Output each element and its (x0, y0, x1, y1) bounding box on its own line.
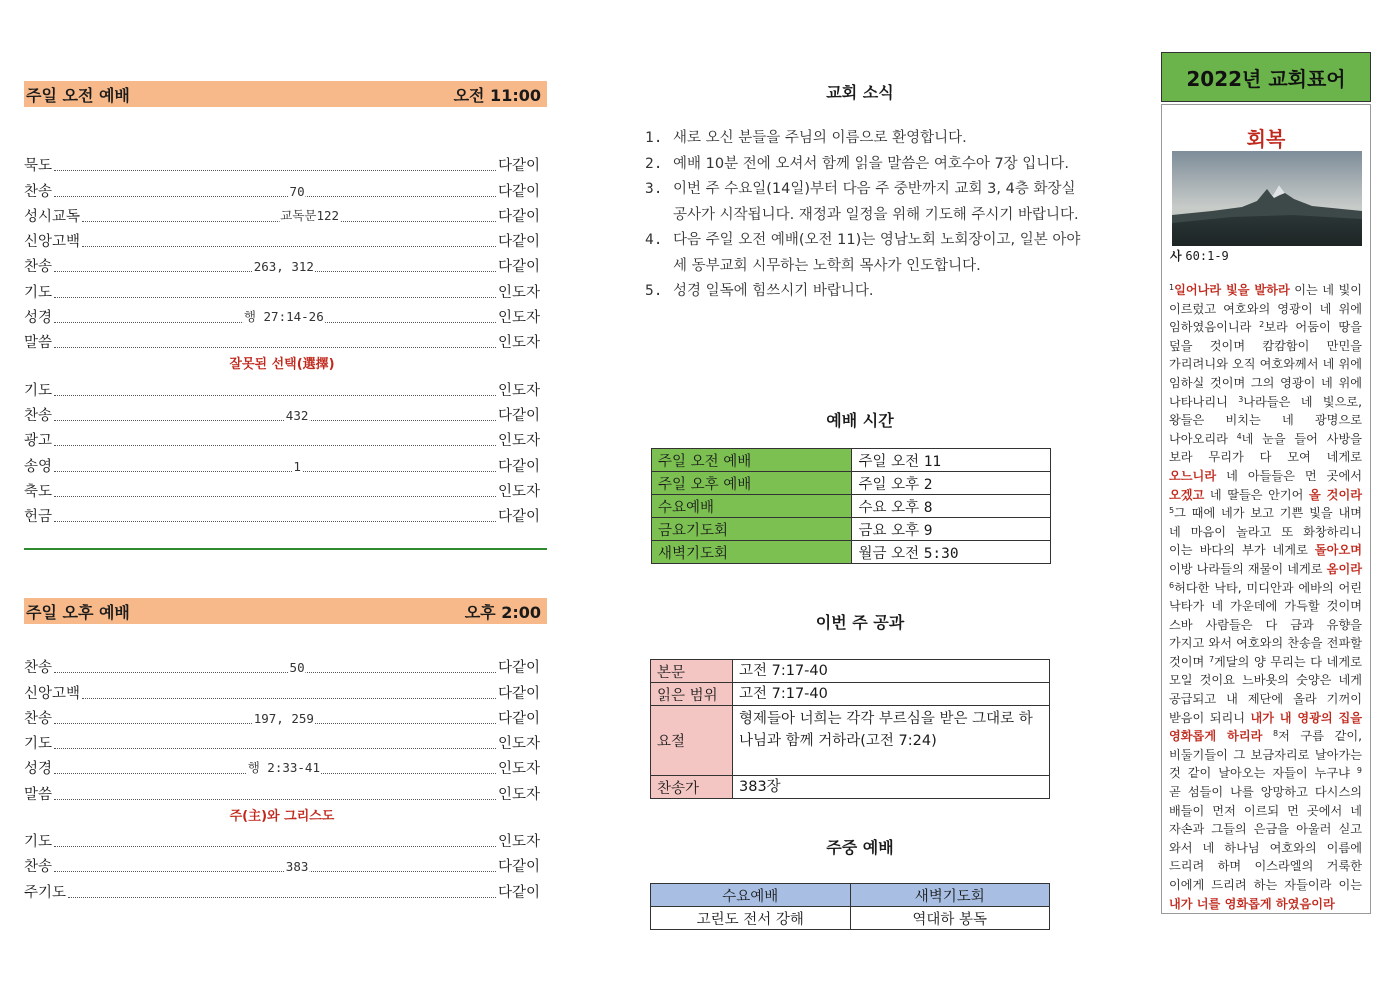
news-list (645, 126, 1085, 305)
verse-reference (1170, 247, 1229, 264)
leader-dots (82, 205, 496, 222)
worship-row (652, 518, 1051, 541)
lesson-table (650, 659, 1050, 799)
news-number: 4. (645, 232, 663, 248)
worship-time (852, 472, 1051, 495)
leader-dots (68, 881, 496, 898)
verse-fragment: 게달의 양 무리는 다 네게로 모일 것이요 느바욧의 숫양은 네게 공급되고 내 제단에 올라 기꺼이 받음이 되리니 (1169, 654, 1362, 725)
order-item: 기도 (24, 736, 53, 753)
order-item: 헌금 (24, 509, 53, 526)
order-leader: 다같이 (497, 685, 540, 702)
order-leader: 다같이 (497, 859, 540, 876)
order-leader: 인도자 (497, 382, 540, 399)
news-title: 교회 소식 (826, 83, 894, 102)
verse-number: 3 (1238, 394, 1244, 404)
order-item: 광고 (24, 433, 53, 450)
verse-number: 8 (1272, 729, 1279, 739)
lesson-value: 고전 7:17-40 (733, 683, 1050, 706)
worship-time-num: 8 (923, 499, 933, 516)
order-row (24, 753, 540, 778)
verse-fragment: 보라 어둠이 땅을 덮을 것이며 캄캄함이 만민을 가리려니와 오직 여호와께서 네 위에 임하실 것이며 그의 영광이 네 위에 나타나리니 (1169, 320, 1362, 409)
order-row (24, 476, 540, 501)
order-item: 기도 (24, 834, 53, 851)
order-item: 기도 (24, 284, 53, 301)
verse-fragment: 이는 네 빛이 이르렀고 여호와의 영광이 네 위에 임하였음이니라 (1169, 283, 1362, 335)
afternoon-service-time: 오후 2:00 (464, 602, 541, 622)
morning-order-list (24, 150, 540, 526)
order-leader: 다같이 (497, 259, 540, 276)
order-leader: 인도자 (497, 834, 540, 851)
leader-dots (54, 855, 496, 875)
worship-time (852, 518, 1051, 541)
lesson-value: 383장 (733, 776, 1050, 799)
order-item: 찬송 (24, 183, 53, 200)
leader-dots (54, 154, 496, 171)
order-row (24, 501, 540, 526)
worship-time-num: 2 (923, 476, 933, 493)
order-leader: 인도자 (497, 310, 540, 327)
lesson-key: 요절 (651, 706, 733, 776)
midweek-header-wed: 수요예배 (651, 884, 851, 907)
order-detail: 383 (285, 859, 309, 875)
leader-dots (54, 429, 496, 446)
verse-number: 4 (1236, 431, 1242, 441)
sermon-title: 주(主)와 그리스도 (229, 808, 335, 824)
lesson-value: 고전 7:17-40 (733, 660, 1050, 683)
verse-number: 5 (1169, 506, 1175, 516)
order-item: 성경 (24, 310, 53, 327)
sermon-title: 잘못된 선택(選擇) (229, 357, 335, 373)
order-row (24, 374, 540, 399)
order-item: 성시교독 (24, 208, 81, 225)
news-text: 성경 일독에 힘쓰시기 바랍니다. (673, 283, 874, 299)
lesson-row (651, 706, 1050, 776)
lesson-key: 본문 (651, 660, 733, 683)
worship-time-word: 금요 오후 (858, 522, 920, 539)
order-item: 찬송 (24, 859, 53, 876)
leader-dots (54, 480, 496, 497)
order-leader: 다같이 (497, 660, 540, 677)
verse-number: 1 (1169, 283, 1175, 292)
order-leader: 다같이 (497, 884, 540, 901)
worship-name: 주일 오후 예배 (652, 472, 852, 495)
verse-fragment: 곧 섬들이 나를 앙망하고 다시스의 배들이 먼저 이르되 먼 곳에서 네 자손과 그들의 은금을 아울러 싣고 와서 네 하나님 여호와의 이름에 드리려 하며 이스라엘의 거룩한 이에게 드리려 하는 자들이라 이는 (1169, 785, 1362, 892)
news-item (645, 152, 1085, 178)
lesson-key: 읽은 범위 (651, 683, 733, 706)
afternoon-service-header (24, 598, 547, 624)
verse-highlight: 일어나라 빛을 발하라 (1174, 283, 1290, 297)
order-detail: 행 27:14-26 (243, 309, 324, 325)
worship-row (652, 449, 1051, 472)
verse-highlight: 오겠고 (1169, 487, 1205, 502)
order-leader: 다같이 (497, 509, 540, 526)
lesson-row (651, 660, 1050, 683)
order-item: 주기도 (24, 884, 67, 901)
order-leader: 다같이 (497, 234, 540, 251)
order-row (24, 175, 540, 200)
motto-title: 2022년 교회표어 (1186, 66, 1346, 91)
order-item: 묵도 (24, 158, 53, 175)
order-row (24, 150, 540, 175)
lesson-value: 형제들아 너희는 각각 부르심을 받은 그대로 하나님과 함께 거하라(고전 7:24) (733, 706, 1050, 776)
news-number: 2. (645, 155, 663, 172)
order-leader: 인도자 (497, 761, 540, 778)
worship-time-word: 수요 오후 (858, 499, 920, 516)
order-row (24, 201, 540, 226)
leader-dots (54, 306, 496, 323)
midweek-value-wed: 고린도 전서 강해 (651, 907, 851, 930)
lesson-title: 이번 주 공과 (815, 613, 905, 632)
leader-dots (54, 331, 496, 348)
order-item: 성경 (24, 761, 53, 778)
order-detail: 70 (289, 183, 305, 199)
worship-time-word: 월금 오전 (858, 545, 920, 562)
order-item: 신앙고백 (24, 234, 81, 251)
order-item: 기도 (24, 382, 53, 399)
worship-name: 수요예배 (652, 495, 852, 518)
leader-dots (54, 656, 496, 676)
news-item (645, 126, 1085, 152)
order-item: 축도 (24, 483, 53, 500)
verse-fragment: 네 눈을 들어 사방을 보라 무리가 다 모여 네게로 (1169, 431, 1362, 465)
order-item: 찬송 (24, 259, 53, 276)
order-row (24, 677, 540, 702)
worship-row (652, 472, 1051, 495)
verse-highlight: 올 것이라 (1308, 487, 1362, 502)
verse-highlight: 내가 너를 영화롭게 하였음이라 (1169, 896, 1335, 911)
leader-dots (54, 180, 496, 197)
lesson-key: 찬송가 (651, 776, 733, 799)
leader-dots (54, 732, 496, 749)
worship-time (852, 495, 1051, 518)
verse-fragment: 그 때에 네가 보고 기쁜 빛을 내며 네 마음이 놀라고 또 화창하리니 이는 바다의 부가 네게로 (1169, 506, 1362, 558)
order-row (24, 400, 540, 425)
news-number: 1. (645, 130, 663, 146)
order-leader: 다같이 (497, 710, 540, 727)
worship-time-num: 11 (923, 453, 942, 470)
verse-fragment: 저 구름 같이, 비둘기들이 그 보금자리로 날아가는 것 같이 날아오는 자들이 누구냐 (1169, 729, 1362, 781)
order-detail: 197, 259 (253, 710, 314, 726)
worship-name: 주일 오전 예배 (652, 449, 852, 472)
verse-fragment: 네 딸들은 안기어 (1204, 487, 1309, 502)
verse-fragment (1262, 729, 1273, 743)
verse-text (1169, 281, 1362, 913)
leader-dots (82, 230, 496, 247)
leader-dots (54, 255, 496, 275)
order-item: 말씀 (24, 786, 53, 803)
worship-name: 금요기도회 (652, 518, 852, 541)
order-row (24, 327, 540, 352)
order-row (24, 425, 540, 450)
motto-heading: 회복 (1246, 127, 1286, 151)
order-detail: 263, 312 (253, 259, 314, 275)
order-row (24, 728, 540, 753)
midweek-title: 주중 예배 (826, 838, 894, 857)
order-detail: 50 (289, 660, 305, 676)
order-row (24, 778, 540, 803)
motto-panel (1161, 104, 1371, 914)
order-leader: 인도자 (497, 483, 540, 500)
verse-number: 9 (1356, 766, 1362, 776)
order-item: 찬송 (24, 407, 53, 424)
verse-number: 2 (1259, 320, 1265, 330)
leader-dots (54, 281, 496, 298)
worship-row (652, 541, 1051, 564)
worship-time (852, 541, 1051, 564)
order-leader: 다같이 (497, 208, 540, 225)
verse-highlight: 돌아오며 (1314, 543, 1362, 558)
lesson-row (651, 683, 1050, 706)
order-leader: 다같이 (497, 458, 540, 475)
worship-name: 새벽기도회 (652, 541, 852, 564)
section-divider (24, 548, 547, 550)
midweek-table (650, 883, 1050, 930)
news-text: 다음 주일 오전 예배(오전 11)는 영남노회 노회장이고, 일본 아야세 동부교회 시무하는 노학희 목사가 인도합니다. (673, 232, 1081, 274)
verse-ref-range: 60:1-9 (1185, 249, 1229, 263)
verse-number: 7 (1208, 654, 1215, 664)
order-leader: 다같이 (497, 407, 540, 424)
verse-ref-book: 사 (1170, 249, 1182, 263)
news-item (645, 228, 1085, 279)
midweek-header-dawn: 새벽기도회 (850, 884, 1050, 907)
order-row (24, 851, 540, 876)
order-leader: 인도자 (497, 284, 540, 301)
news-item (645, 177, 1085, 228)
order-row (24, 276, 540, 301)
order-item: 찬송 (24, 710, 53, 727)
order-leader: 인도자 (497, 433, 540, 450)
order-detail: 교독문122 (280, 207, 340, 223)
worship-times-title: 예배 시간 (826, 411, 894, 430)
verse-highlight: 옴이라 (1326, 561, 1362, 576)
leader-dots (54, 379, 496, 396)
leader-dots (54, 404, 496, 421)
worship-time-num: 9 (923, 522, 933, 539)
verse-highlight: 오느니라 (1169, 468, 1217, 483)
motto-title-box (1161, 52, 1371, 102)
order-item: 찬송 (24, 660, 53, 677)
morning-service-time: 오전 11:00 (453, 85, 541, 105)
morning-service-title: 주일 오전 예배 (26, 85, 130, 105)
order-leader: 다같이 (497, 158, 540, 175)
lesson-row (651, 776, 1050, 799)
verse-fragment: 네 아들들은 먼 곳에서 (1216, 468, 1362, 483)
leader-dots (54, 783, 496, 800)
verse-fragment: 나라들은 네 빛으로, 왕들은 비치는 네 광명으로 나아오리라 (1169, 394, 1362, 446)
news-text: 예배 10분 전에 오셔서 함께 읽을 말씀은 여호수아 7장 입니다. (673, 155, 1069, 172)
verse-fragment: 허다한 낙타, 미디안과 에바의 어린 낙타가 네 가운데에 가득할 것이며 스바 사람들은 다 금과 유향을 가지고 와서 여호와의 찬송을 전파할 것이며 (1169, 580, 1362, 669)
order-detail: 1 (293, 458, 301, 474)
afternoon-order-list (24, 652, 540, 902)
leader-dots (54, 830, 496, 847)
order-row (24, 226, 540, 251)
worship-time (852, 449, 1051, 472)
worship-time-word: 주일 오후 (858, 476, 920, 493)
leader-dots (82, 682, 496, 699)
order-row (24, 450, 540, 475)
mountain-landscape-icon (1172, 151, 1362, 246)
verse-number: 6 (1169, 580, 1175, 590)
news-text: 이번 주 수요일(14일)부터 다음 주 중반까지 교회 3, 4층 화장실 공사가 시작됩니다. 재정과 일정을 위해 기도해 주시기 바랍니다. (673, 181, 1079, 223)
news-number: 5. (645, 283, 663, 299)
afternoon-service-title: 주일 오후 예배 (26, 602, 130, 622)
order-row (24, 652, 540, 677)
verse-fragment: 이방 나라들의 재물이 네게로 (1169, 561, 1327, 576)
order-item: 송영 (24, 458, 53, 475)
order-row (24, 876, 540, 901)
midweek-value-dawn: 역대하 봉독 (850, 907, 1050, 930)
worship-row (652, 495, 1051, 518)
order-row (24, 302, 540, 327)
leader-dots (54, 707, 496, 724)
worship-times-table (651, 448, 1051, 564)
news-text: 새로 오신 분들을 주님의 이름으로 환영합니다. (673, 130, 967, 146)
worship-time-word: 주일 오전 (858, 453, 920, 470)
order-row (24, 251, 540, 276)
leader-dots (54, 505, 496, 522)
order-item: 말씀 (24, 335, 53, 352)
verse-highlight: 내가 내 영광의 집을 영화롭게 하리라 (1169, 710, 1362, 744)
news-number: 3. (645, 181, 663, 197)
leader-dots (54, 455, 496, 472)
order-leader: 인도자 (497, 335, 540, 352)
order-leader: 인도자 (497, 786, 540, 803)
news-item (645, 279, 1085, 305)
morning-service-header (24, 81, 547, 107)
order-row (24, 703, 540, 728)
order-detail: 행 2:33-41 (247, 760, 320, 776)
order-row (24, 826, 540, 851)
worship-time-num: 5:30 (923, 545, 959, 562)
order-leader: 다같이 (497, 183, 540, 200)
leader-dots (54, 757, 496, 774)
order-detail: 432 (285, 407, 309, 423)
order-leader: 인도자 (497, 736, 540, 753)
order-item: 신앙고백 (24, 685, 81, 702)
